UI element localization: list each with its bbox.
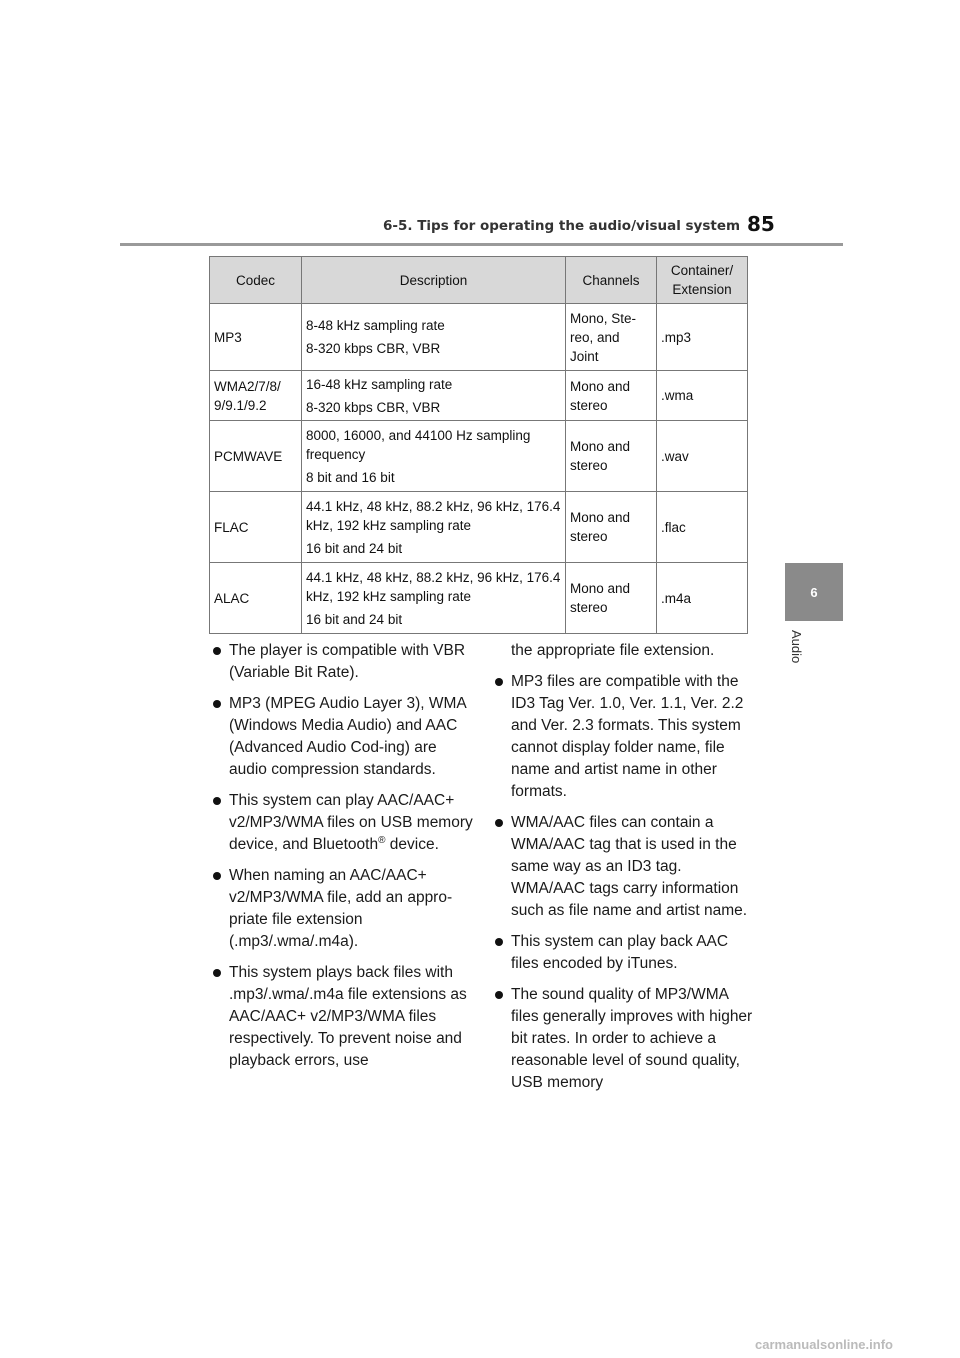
table-header-row — [210, 257, 748, 304]
bullet-item — [211, 790, 473, 856]
channels-cell: Mono, Ste- reo, and Joint — [566, 304, 657, 371]
codec-cell: PCMWAVE — [210, 421, 302, 492]
bullet-item: MP3 (MPEG Audio Layer 3), WMA (Windows Media Audio) and AAC (Advanced Audio Cod-ing) are audio compression standards. — [211, 693, 473, 781]
description-line: 44.1 kHz, 48 kHz, 88.2 kHz, 96 kHz, 176.4 kHz, 192 kHz sampling rate — [306, 569, 561, 604]
col-header-extension: Container/ Extension — [657, 257, 748, 304]
description-line: 8000, 16000, and 44100 Hz sampling frequency — [306, 427, 531, 462]
codec-cell: WMA2/7/8/ 9/9.1/9.2 — [210, 371, 302, 421]
table-row — [210, 421, 748, 492]
notes-left-column — [211, 640, 473, 1081]
watermark: carmanualsonline.info — [755, 1337, 893, 1352]
bullet-item: When naming an AAC/AAC+ v2/MP3/WMA file, add an appro-priate file extension (.mp3/.wma/.m4a). — [211, 865, 473, 953]
table-row — [210, 304, 748, 371]
bullet-text: This system can play AAC/AAC+ v2/MP3/WMA files on USB memory device, and Bluetooth — [229, 792, 473, 853]
section-title: 6-5. Tips for operating the audio/visual system — [383, 218, 741, 234]
bullet-item: The player is compatible with VBR (Variable Bit Rate). — [211, 640, 473, 684]
channels-cell: Mono and stereo — [566, 371, 657, 421]
description-line: 8-320 kbps CBR, VBR — [306, 399, 441, 415]
table-row — [210, 563, 748, 634]
description-line: 16 bit and 24 bit — [306, 611, 403, 627]
description-cell — [302, 421, 566, 492]
bullet-item: This system plays back files with .mp3/.wma/.m4a file extensions as AAC/AAC+ v2/MP3/WMA files respectively. To prevent noise and playback errors, use — [211, 962, 473, 1072]
codec-cell: MP3 — [210, 304, 302, 371]
description-cell — [302, 563, 566, 634]
bullet-continuation: the appropriate file extension. — [511, 642, 715, 659]
channels-cell: Mono and stereo — [566, 492, 657, 563]
chapter-label: Audio — [789, 630, 804, 664]
col-header-description: Description — [302, 257, 566, 304]
table-row — [210, 492, 748, 563]
table-row — [210, 371, 748, 421]
bullet-item: MP3 files are compatible with the ID3 Tag Ver. 1.0, Ver. 1.1, Ver. 2.2 and Ver. 2.3 formats. This system cannot display folder name, file name and artist name in other formats. — [493, 671, 756, 803]
description-cell — [302, 492, 566, 563]
bullet-item: This system can play back AAC files encoded by iTunes. — [493, 931, 756, 975]
codec-cell: FLAC — [210, 492, 302, 563]
bullet-text-tail: device. — [389, 836, 439, 853]
chapter-tab[interactable] — [785, 563, 843, 621]
extension-cell: .mp3 — [657, 304, 748, 371]
header-divider — [120, 243, 843, 246]
description-line: 8 bit and 16 bit — [306, 469, 395, 485]
description-line: 44.1 kHz, 48 kHz, 88.2 kHz, 96 kHz, 176.4 kHz, 192 kHz sampling rate — [306, 498, 561, 533]
extension-cell: .m4a — [657, 563, 748, 634]
page-number: 85 — [747, 212, 775, 236]
description-line: 8-48 kHz sampling rate — [306, 318, 445, 333]
codec-table — [209, 256, 748, 634]
registered-mark: ® — [378, 834, 386, 846]
channels-cell: Mono and stereo — [566, 421, 657, 492]
extension-cell: .wma — [657, 371, 748, 421]
channels-cell: Mono and stereo — [566, 563, 657, 634]
col-header-channels: Channels — [566, 257, 657, 304]
chapter-number: 6 — [810, 584, 818, 600]
description-line: 8-320 kbps CBR, VBR — [306, 341, 441, 356]
notes-right-column — [493, 640, 756, 1103]
description-cell — [302, 371, 566, 421]
bullet-item: The sound quality of MP3/WMA files generally improves with higher bit rates. In order to achieve a reasonable level of sound quality, USB memory — [493, 984, 756, 1094]
description-cell — [302, 304, 566, 371]
bullet-item: WMA/AAC files can contain a WMA/AAC tag that is used in the same way as an ID3 tag. WMA/AAC tags carry information such as file name and artist name. — [493, 812, 756, 922]
codec-cell: ALAC — [210, 563, 302, 634]
extension-cell: .wav — [657, 421, 748, 492]
description-line: 16 bit and 24 bit — [306, 540, 403, 556]
col-header-codec: Codec — [210, 257, 302, 304]
description-line: 16-48 kHz sampling rate — [306, 376, 453, 392]
extension-cell: .flac — [657, 492, 748, 563]
